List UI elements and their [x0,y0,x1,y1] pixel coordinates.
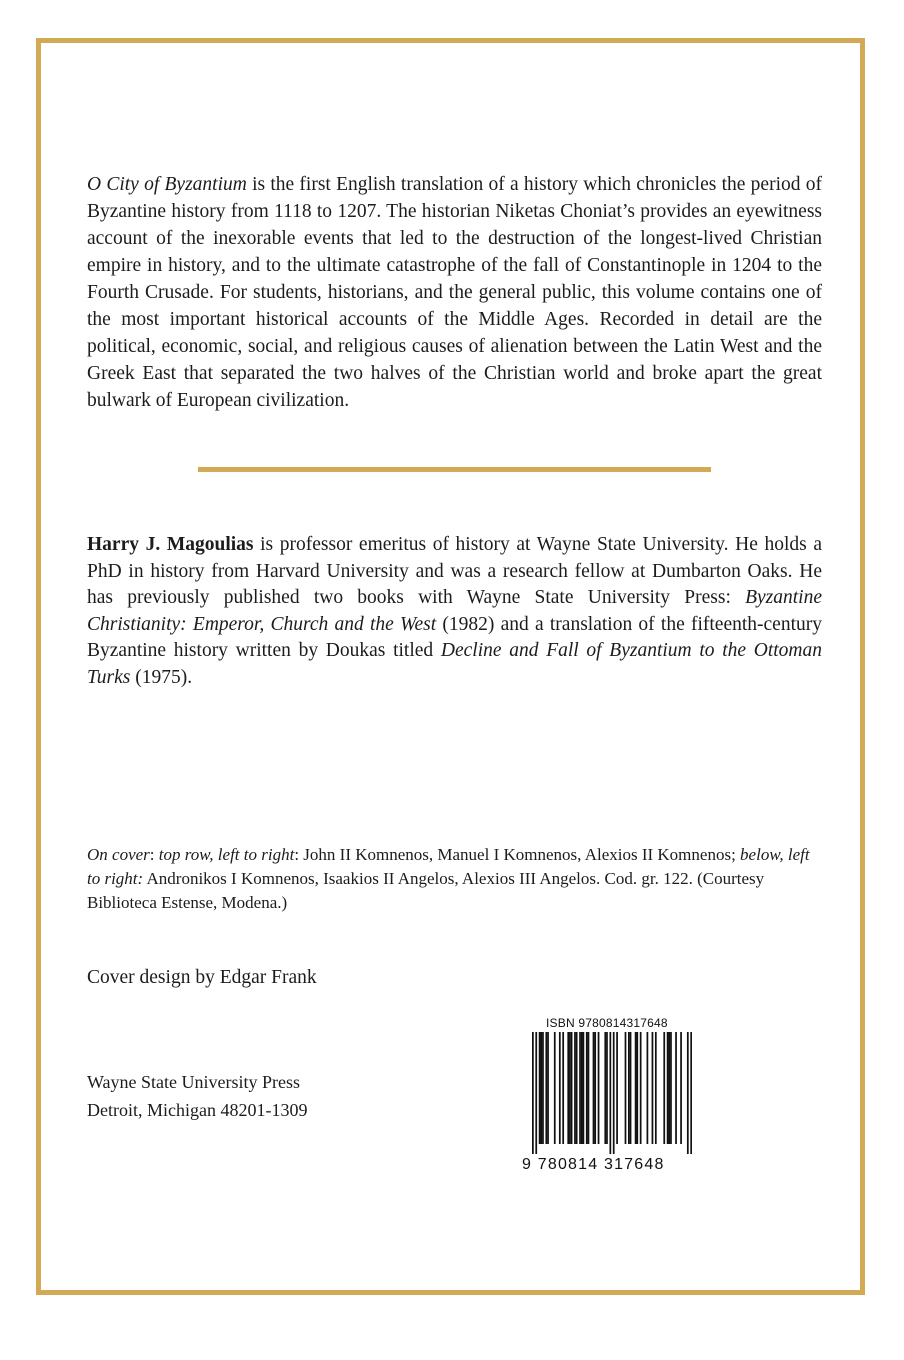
cover-image-credit [87,843,822,915]
barcode-bar [586,1032,588,1144]
cover-design-credit: Cover design by Edgar Frank [87,967,317,988]
barcode-bar [559,1032,561,1144]
barcode-bar [647,1032,649,1144]
barcode-bar [663,1032,665,1144]
barcode-bar [628,1032,630,1144]
barcode-bar [539,1032,541,1144]
cover-credit-top-row-names: : John II Komnenos, Manuel I Komnenos, Alexios II Komnenos; [294,845,741,864]
cover-credit-below-label: below, left to right: [87,845,810,888]
barcode-bar [604,1032,606,1144]
barcode-bar [574,1032,576,1144]
cover-credit-label: On cover [87,845,150,864]
barcode-bar [640,1032,642,1144]
barcode-bar [625,1032,627,1144]
barcode-bar [562,1032,564,1144]
author-name: Harry J. Magoulias [87,534,254,555]
barcode-bar [675,1032,677,1144]
barcode-bar [569,1032,571,1144]
cover-credit-top-row-label: top row, left to right [158,845,295,864]
barcode-bar [670,1032,672,1144]
barcode-bar [655,1032,657,1144]
author-bio-text-2: (1982) and a translation of the fifteenth-century Byzantine history written by Doukas titled [87,613,822,661]
barcode-bars [532,1032,692,1154]
author-bio [87,532,822,691]
barcode-bar [635,1032,637,1144]
author-book-title-1: Byzantine Christianity: Emperor, Church and the West [87,587,822,635]
barcode-bar [636,1032,638,1144]
section-divider [198,467,711,472]
barcode-bar [581,1032,583,1144]
barcode-bar [579,1032,581,1144]
barcode-bar [588,1032,590,1144]
barcode-bar [532,1032,534,1154]
barcode-bar [594,1032,596,1144]
barcode-bar [616,1032,618,1144]
author-bio-text-3: (1975). [130,666,193,688]
barcode-bar [609,1032,611,1154]
barcode-bar [652,1032,654,1144]
barcode-bar [668,1032,670,1144]
barcode-bar [583,1032,585,1144]
publisher-name: Wayne State University Press [87,1072,301,1092]
barcode-bar [567,1032,569,1144]
barcode-bar [613,1032,615,1154]
barcode-digits: 9 780814 317648 [522,1156,665,1173]
publisher-address: Detroit, Michigan 48201-1309 [87,1100,308,1120]
barcode-bar [535,1032,537,1154]
barcode-bar [667,1032,669,1144]
barcode-bar [606,1032,608,1144]
book-title: O City of Byzantium [87,174,247,195]
cover-credit-separator: : [149,845,159,864]
blurb-text: is the first English translation of a history which chronicles the period of Byzantine history from 1118 to 1207. The historian Niketas Choniat’s provides an eyewitness account of the inexorable events that led to the destruction of the longest-lived Christian empire in history, and to the ultimate catastrophe of the fall of Constantinople in 1204 to the Fourth Crusade. For students, historians, and the general public, this volume contains one of the most important historical accounts of the Middle Ages. Recorded in detail are the political, economic, social, and religious causes of alienation between the Latin West and the Greek East that separated the two halves of the Christian world and broke apart the great bulwark of European civilization. [87,174,822,411]
barcode-bar [687,1032,689,1154]
barcode-bar [545,1032,547,1144]
cover-credit-below-names: Andronikos I Komnenos, Isaakios II Angelos, Alexios III Angelos. Cod. gr. 122. (Courtesy Biblioteca Estense, Modena.) [87,869,765,912]
barcode-bar [598,1032,600,1144]
barcode-bar [542,1032,544,1144]
barcode-bar [630,1032,632,1144]
barcode-bar [547,1032,549,1144]
book-blurb [87,171,822,414]
isbn-label: ISBN 9780814317648 [546,1016,668,1030]
barcode-bar [554,1032,556,1144]
author-book-title-2: Decline and Fall of Byzantium to the Ottoman Turks [87,640,822,688]
author-bio-text-1: is professor emeritus of history at Wayne State University. He holds a PhD in history from Harvard University and was a research fellow at Dumbarton Oaks. He has previously published two books with Wayne State University Press: [87,534,822,608]
barcode-bar [576,1032,578,1144]
barcode-bar [690,1032,692,1154]
isbn-barcode [514,1010,701,1182]
barcode-bar [540,1032,542,1144]
barcode-bar [680,1032,682,1144]
barcode-bar [593,1032,595,1144]
barcode-bar [571,1032,573,1144]
